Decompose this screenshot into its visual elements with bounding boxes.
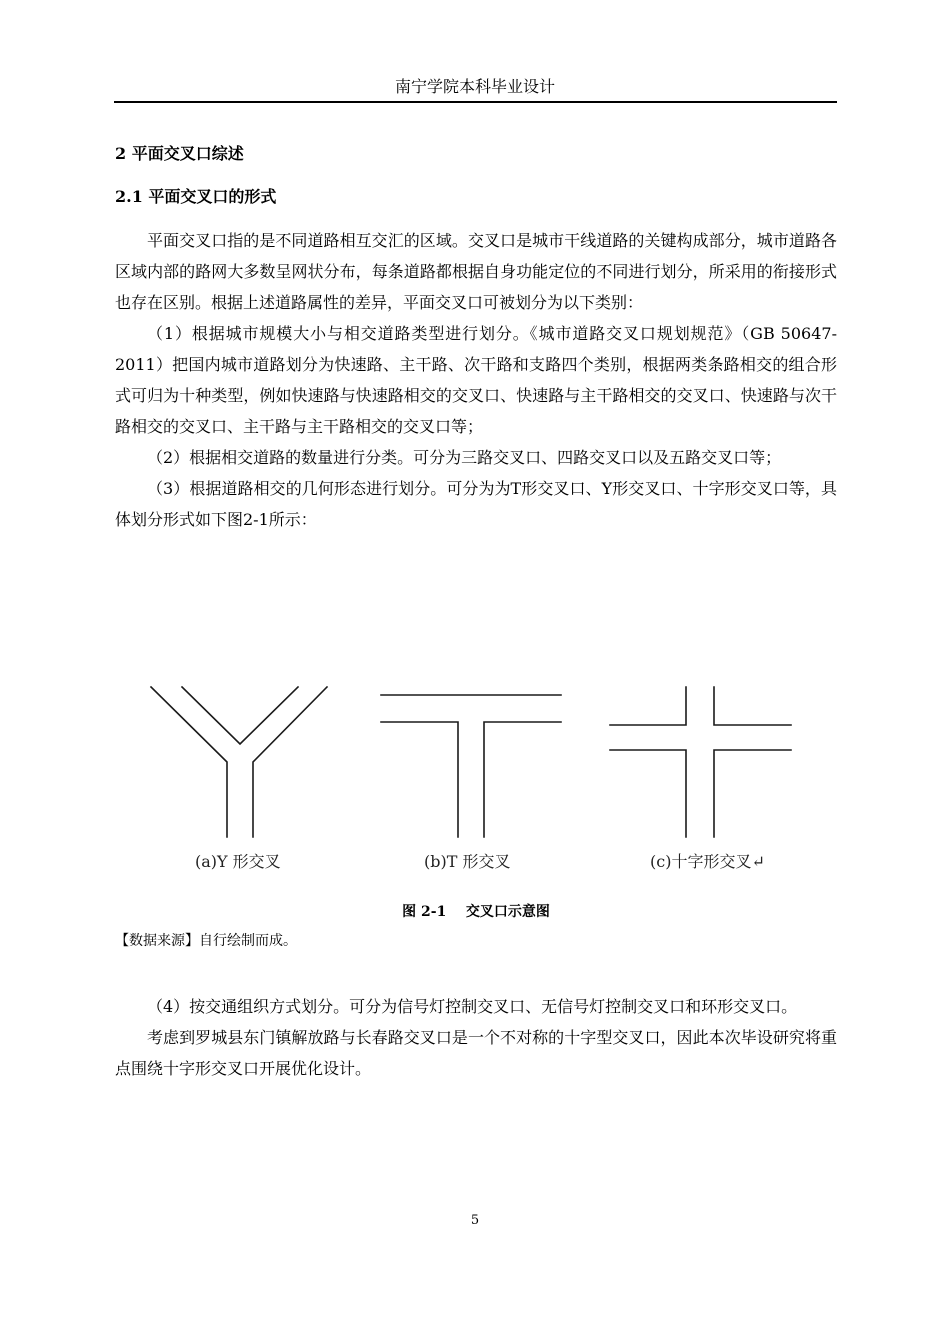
figure-label-t: (b)T 形交叉 (424, 852, 511, 871)
body-text-bottom (115, 991, 837, 1084)
paragraph: 平面交叉口指的是不同道路相互交汇的区域。交叉口是城市干线道路的关键构成部分，城市道路各区域内部的路网大多数呈网状分布，每条道路都根据自身功能定位的不同进行划分，所采用的衔接形式也存在区别。根据上述道路属性的差异，平面交叉口可被划分为以下类别： (115, 231, 837, 312)
figure-label-cross: (c)十字形交叉↵ (650, 852, 765, 871)
figure-source: 【数据来源】自行绘制而成。 (115, 933, 297, 949)
cross-intersection-drawing (610, 687, 791, 837)
t-intersection-drawing (381, 695, 561, 837)
page-number: 5 (470, 1213, 480, 1228)
paragraph: （2）根据相交道路的数量进行分类。可分为三路交叉口、四路交叉口以及五路交叉口等； (147, 448, 782, 467)
page-header: 南宁学院本科毕业设计 (394, 77, 555, 96)
paragraph: （4）按交通组织方式划分。可分为信号灯控制交叉口、无信号灯控制交叉口和环形交叉口。 (147, 997, 798, 1016)
figure-label-y: (a)Y 形交叉 (195, 852, 281, 871)
y-intersection-drawing (151, 687, 327, 837)
body-text-top (115, 225, 837, 535)
figure-caption: 图 2-1 交叉口示意图 (402, 904, 550, 920)
paragraph: 考虑到罗城县东门镇解放路与长春路交叉口是一个不对称的十字型交叉口，因此本次毕设研究将重点围绕十字形交叉口开展优化设计。 (115, 1028, 837, 1078)
header-rule (114, 101, 837, 103)
paragraph: （3）根据道路相交的几何形态进行划分。可分为为T形交叉口、Y形交叉口、十字形交叉口等，具体划分形式如下图2-1所示： (115, 479, 837, 529)
intersection-figure (140, 676, 810, 886)
section-heading: 2 平面交叉口综述 (115, 144, 244, 163)
paragraph: （1）根据城市规模大小与相交道路类型进行划分。《城市道路交叉口规划规范》（GB 50647-2011）把国内城市道路划分为快速路、主干路、次干路和支路四个类别，根据两类条路相交的组合形式可归为十种类型，例如快速路与快速路相交的交叉口、快速路与主干路相交的交叉口、快速路与次干路相交的交叉口、主干路与主干路相交的交叉口等； (115, 324, 837, 436)
subsection-heading: 2.1 平面交叉口的形式 (115, 187, 277, 206)
